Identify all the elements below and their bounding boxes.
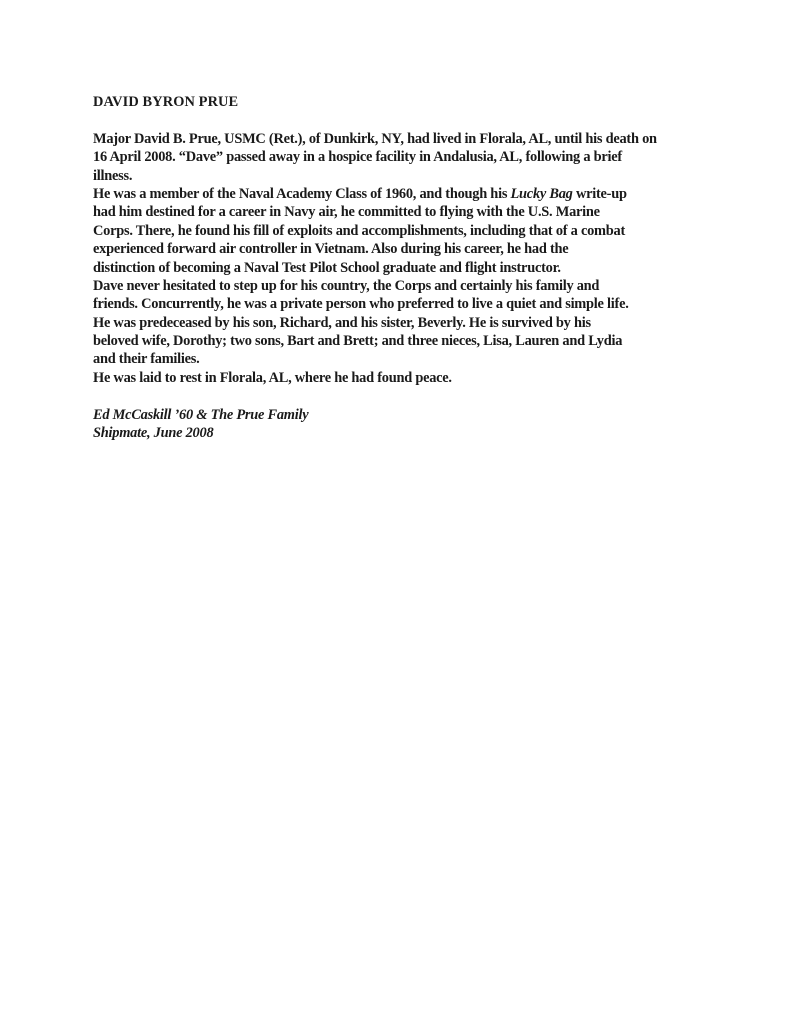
obituary-line: Corps. There, he found his fill of exploits and accomplishments, including that of a combat [93,222,626,239]
obituary-heading: DAVID BYRON PRUE [93,94,239,110]
obituary-line: beloved wife, Dorothy; two sons, Bart and Brett; and three nieces, Lisa, Lauren and Lydia [93,333,623,350]
obituary-line: experienced forward air controller in Vietnam. Also during his career, he had the [93,241,569,258]
obituary-line: had him destined for a career in Navy air, he committed to flying with the U.S. Marine [93,204,600,221]
obituary-line: Major David B. Prue, USMC (Ret.), of Dunkirk, NY, had lived in Florala, AL, until his death on [93,130,657,147]
obituary-line: He was laid to rest in Florala, AL, where he had found peace. [93,369,452,386]
obituary-text-block [93,93,733,442]
obituary-line-segment: He was a member of the Naval Academy Class of 1960, and though his [93,185,511,202]
blank-line [93,387,733,405]
obituary-line: 16 April 2008. “Dave” passed away in a hospice facility in Andalusia, AL, following a brief [93,149,622,166]
publication-name-italic: Lucky Bag [510,185,573,202]
blank-line [93,111,733,129]
attribution-authors: Ed McCaskill ’60 & The Prue Family [93,406,309,423]
obituary-line-segment: write-up [572,185,627,202]
obituary-line: Dave never hesitated to step up for his country, the Corps and certainly his family and [93,277,600,294]
obituary-line: friends. Concurrently, he was a private person who preferred to live a quiet and simple life. [93,296,629,313]
obituary-line [93,185,733,203]
obituary-line: and their families. [93,351,200,368]
obituary-line: distinction of becoming a Naval Test Pilot School graduate and flight instructor. [93,259,561,276]
obituary-line: He was predeceased by his son, Richard, and his sister, Beverly. He is survived by his [93,314,591,331]
obituary-line: illness. [93,167,133,184]
attribution-source: Shipmate, June 2008 [93,425,214,442]
